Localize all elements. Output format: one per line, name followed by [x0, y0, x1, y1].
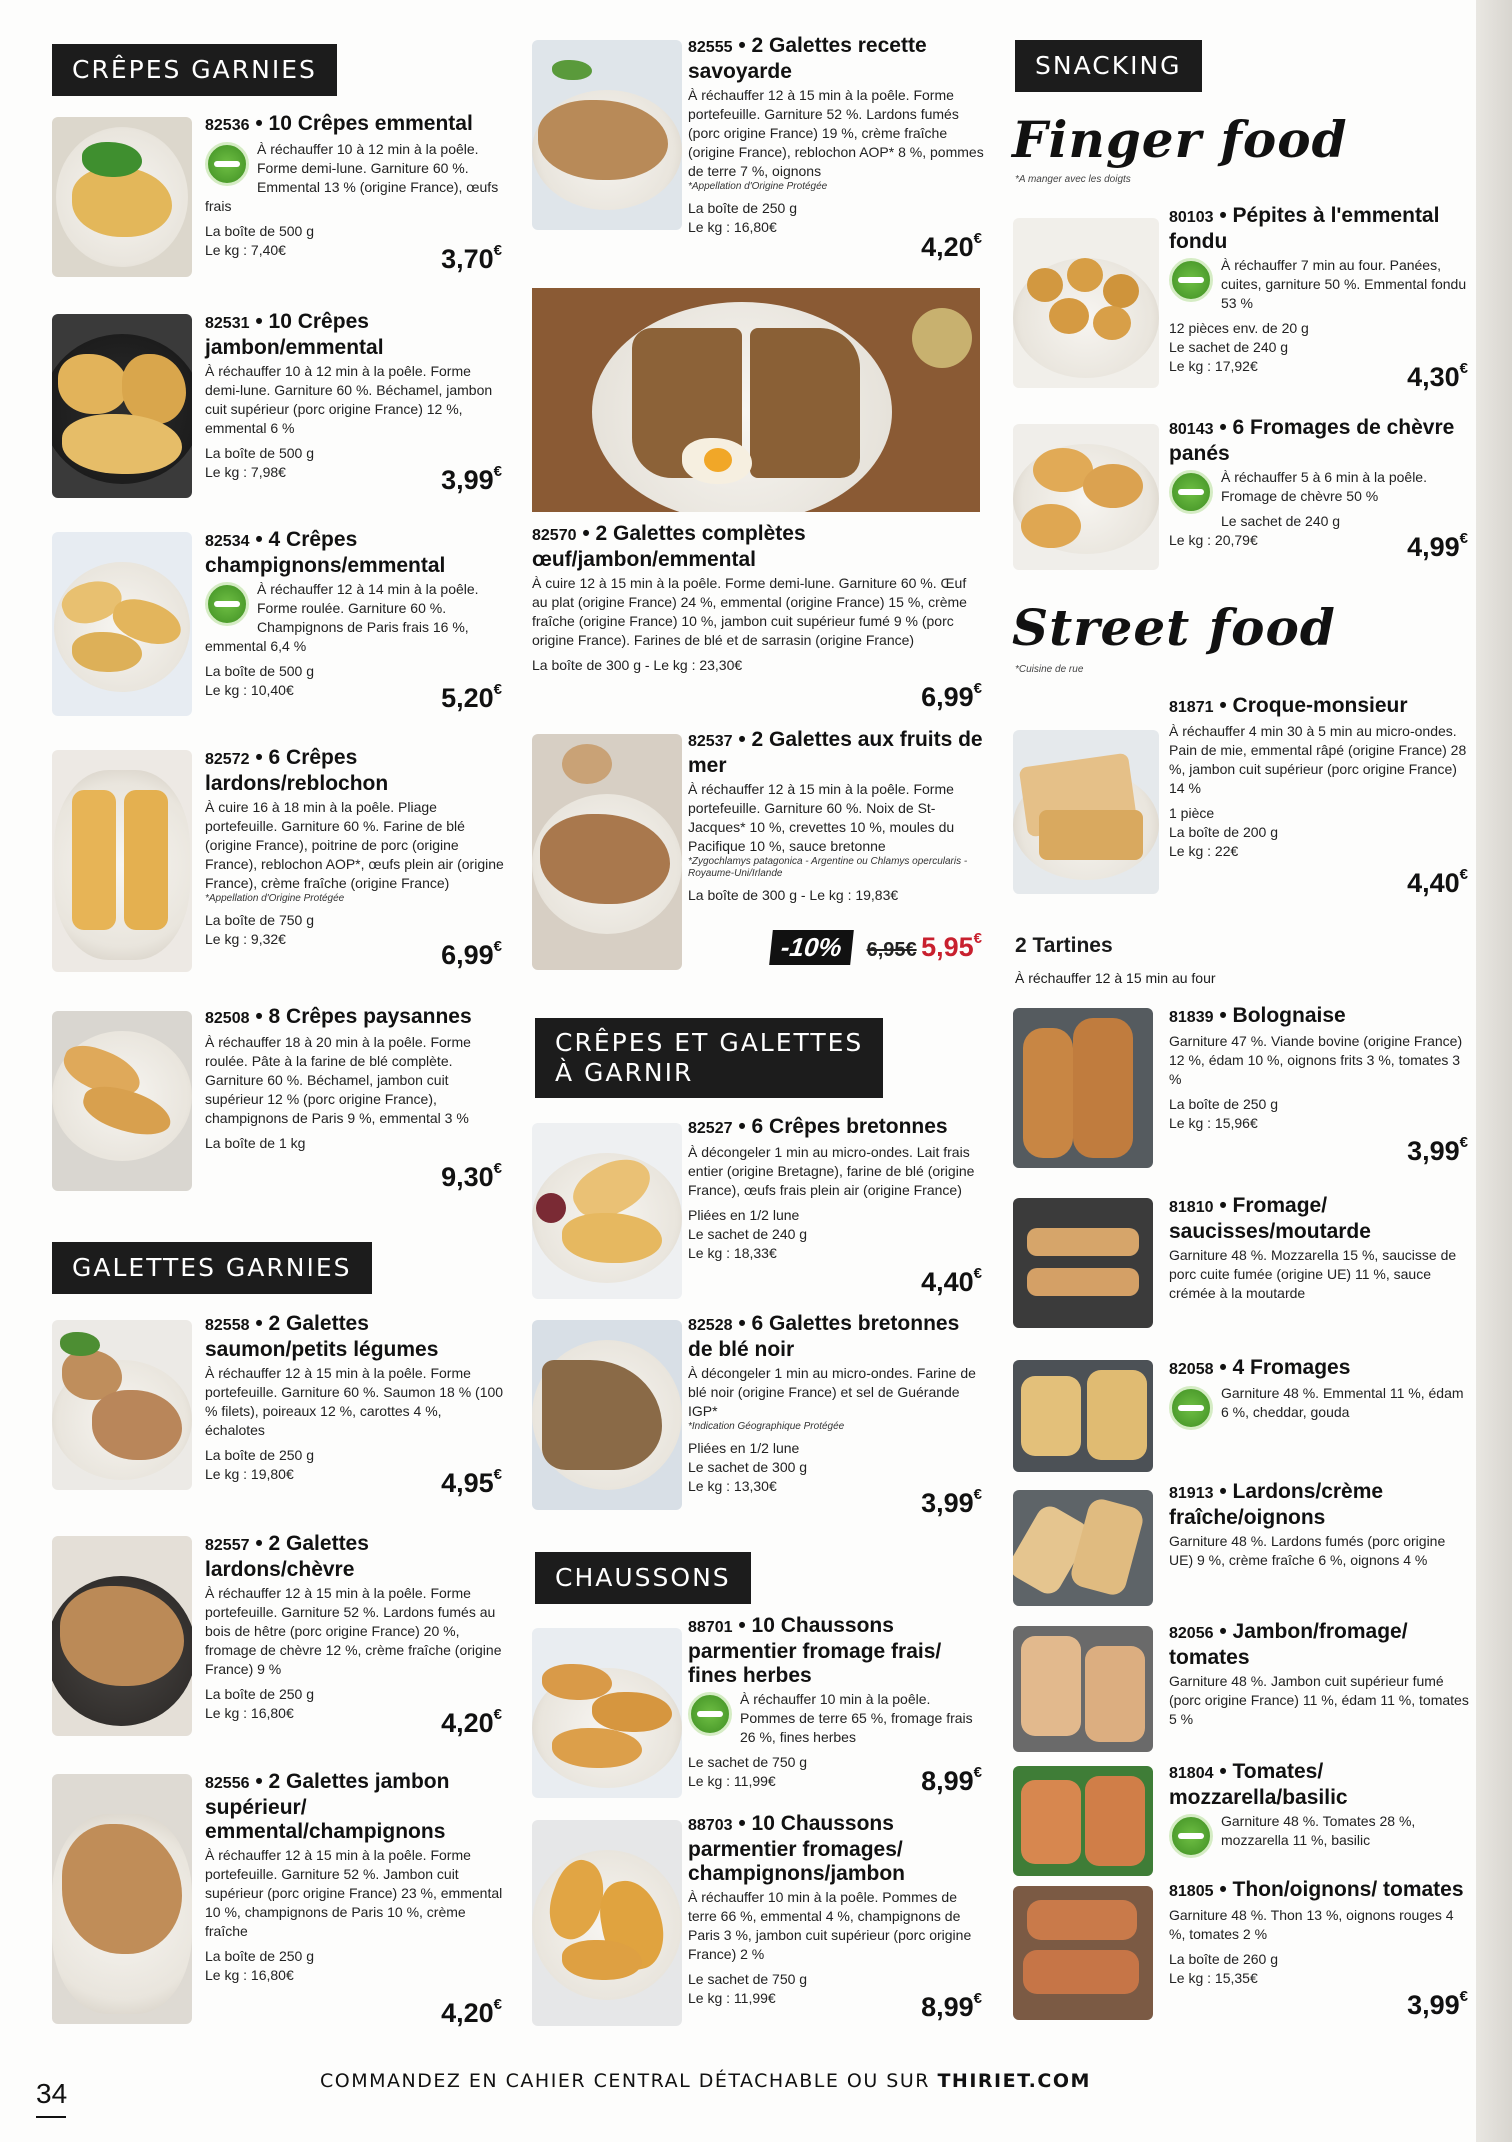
product-81810[interactable]: [1013, 1194, 1468, 1334]
product-title: 82508 • 8 Crêpes paysannes: [205, 1005, 472, 1028]
product-description: À réchauffer 10 min à la poêle. Pommes de terre 66 %, emmental 4 %, champignons de Paris 3 %, jambon cuit supérieur (porc origine France) 2 %: [688, 1889, 972, 1962]
veggie-badge-icon: [1169, 1814, 1213, 1858]
product-81804[interactable]: [1013, 1760, 1468, 1880]
product-title: 82531 • 10 Crêpes jambon/emmental: [205, 310, 384, 359]
product-description: À réchauffer 7 min au four. Panées, cuites, garniture 50 %. Emmental fondu 53 %: [1169, 256, 1469, 313]
product-footnote: *Zygochlamys patagonica - Argentine ou Chlamys opercularis - Royaume-Uni/Irlande: [688, 856, 968, 879]
product-price: 4,30€: [1407, 360, 1468, 392]
product-pack: Pliées en 1/2 lune Le sachet de 240 g Le kg : 18,33€: [688, 1207, 808, 1261]
product-image: [532, 1123, 682, 1299]
page-number: 34: [36, 2078, 68, 2109]
product-price: 4,20€: [441, 1706, 502, 1738]
product-price: 4,20€: [921, 230, 982, 262]
product-82572[interactable]: [52, 746, 502, 976]
product-description: Garniture 48 %. Mozzarella 15 %, saucisse de porc cuite fumée (origine UE) 11 %, sauce crémée à la moutarde: [1169, 1247, 1457, 1301]
product-image: [52, 1320, 192, 1490]
product-description: Garniture 48 %. Lardons fumés (porc origine UE) 9 %, crème fraîche 6 %, oignons 4 %: [1169, 1533, 1446, 1568]
product-price: 9,30€: [441, 1160, 502, 1192]
product-description: À réchauffer 10 à 12 min à la poêle. Forme demi-lune. Garniture 60 %. Emmental 13 % (origine France), œufs frais: [205, 141, 499, 214]
product-image: [52, 750, 192, 972]
veggie-badge-icon: [1169, 1386, 1213, 1430]
product-description: Garniture 48 %. Jambon cuit supérieur fumé (porc origine France) 11 %, édam 11 %, tomates 5 %: [1169, 1673, 1469, 1727]
promo-price-block: [734, 930, 982, 965]
product-81913[interactable]: [1013, 1480, 1468, 1610]
product-footnote: *Appellation d'Origine Protégée: [688, 181, 828, 192]
product-price: 4,95€: [441, 1466, 502, 1498]
finger-food-title: Finger food: [1012, 110, 1348, 169]
galettes-completes-image: [532, 288, 980, 512]
tartines-subheading: À réchauffer 12 à 15 min au four: [1015, 970, 1216, 986]
product-image: [52, 1774, 192, 2024]
product-pack: Le sachet de 750 g Le kg : 11,99€: [688, 1754, 808, 1789]
product-82527[interactable]: [532, 1115, 982, 1305]
street-food-note: *Cuisine de rue: [1015, 664, 1084, 675]
product-title: 80103 • Pépites à l'emmental fondu: [1169, 204, 1440, 253]
product-88701[interactable]: [532, 1614, 982, 1804]
product-80103[interactable]: [1013, 204, 1468, 404]
product-image: [532, 734, 682, 970]
product-image: [532, 1320, 682, 1510]
product-title: 81804 • Tomates/ mozzarella/basilic: [1169, 1760, 1348, 1809]
product-image: [1013, 1766, 1153, 1876]
product-image: [532, 1820, 682, 2026]
product-pack: La boîte de 1 kg: [205, 1135, 306, 1151]
product-title: 82555 • 2 Galettes recette savoyarde: [688, 34, 927, 83]
product-title: 81913 • Lardons/crème fraîche/oignons: [1169, 1480, 1384, 1529]
product-description: À cuire 12 à 15 min à la poêle. Forme demi-lune. Garniture 60 %. Œuf au plat (origine France) 24 %, emmental (origine France) 15 %, crème fraîche (origine France) 10 %, jambon cuit supérieur fumé 9 % (porc origine France). Farines de blé et de sarrasin (origine France): [532, 575, 967, 648]
street-food-title: Street food: [1012, 598, 1336, 657]
product-82056[interactable]: [1013, 1620, 1468, 1760]
product-pack: 1 pièce La boîte de 200 g Le kg : 22€: [1169, 805, 1278, 859]
product-price: 4,99€: [1407, 530, 1468, 562]
product-image: [1013, 1008, 1153, 1168]
product-image: [1013, 730, 1159, 894]
product-82537[interactable]: [532, 728, 982, 978]
product-82556[interactable]: [52, 1770, 502, 2030]
product-price: 4,40€: [921, 1265, 982, 1297]
product-title: 82557 • 2 Galettes lardons/chèvre: [205, 1532, 369, 1581]
product-description: À réchauffer 18 à 20 min à la poêle. Forme roulée. Pâte à la farine de blé complète. Garniture 60 %. Béchamel, jambon cuit supérieur 12 % (porc origine France), champignons de Paris 9 %, emmental 3 %: [205, 1034, 471, 1126]
product-title: 82528 • 6 Galettes bretonnes de blé noir: [688, 1312, 960, 1361]
section-banner-chaussons: CHAUSSONS: [535, 1552, 751, 1604]
section-banner-crepes-galettes-a-garnir: CRÊPES ET GALETTES À GARNIR: [535, 1018, 883, 1098]
product-footnote: *Indication Géographique Protégée: [688, 1421, 845, 1432]
product-image: [1013, 1198, 1153, 1328]
section-banner-crepes-garnies: CRÊPES GARNIES: [52, 44, 337, 96]
product-image: [1013, 1490, 1153, 1606]
product-price: 5,20€: [441, 681, 502, 713]
product-footnote: *Appellation d'Origine Protégée: [205, 893, 345, 904]
product-82570[interactable]: [532, 522, 982, 722]
veggie-badge-icon: [1169, 470, 1213, 514]
product-image: [1013, 1626, 1153, 1752]
product-pack: La boîte de 500 g Le kg : 10,40€: [205, 663, 314, 698]
veggie-badge-icon: [205, 142, 249, 186]
product-title: 81805 • Thon/oignons/ tomates: [1169, 1878, 1464, 1901]
product-pack: La boîte de 250 g Le kg : 16,80€: [205, 1686, 314, 1721]
section-banner-snacking: SNACKING: [1015, 40, 1202, 92]
product-description: À réchauffer 10 min à la poêle. Pommes de terre 65 %, fromage frais 26 %, fines herbes: [688, 1690, 984, 1747]
product-82534[interactable]: [52, 528, 502, 718]
product-price: 3,70€: [441, 242, 502, 274]
product-title: 82534 • 4 Crêpes champignons/emmental: [205, 528, 446, 577]
discount-badge: -10%: [770, 930, 854, 965]
tartines-heading: 2 Tartines: [1015, 934, 1113, 957]
product-title: 82058 • 4 Fromages: [1169, 1356, 1351, 1379]
product-pack: La boîte de 500 g Le kg : 7,98€: [205, 445, 314, 480]
product-pack: La boîte de 250 g Le kg : 19,80€: [205, 1447, 314, 1482]
footer-order-line: COMMANDEZ EN CAHIER CENTRAL DÉTACHABLE OU SUR THIRIET.COM: [320, 2070, 1091, 2092]
product-81871[interactable]: [1013, 694, 1468, 910]
product-image: [52, 1011, 192, 1191]
product-title: 82537 • 2 Galettes aux fruits de mer: [688, 728, 983, 777]
product-image: [1013, 424, 1159, 570]
product-image: [52, 1536, 192, 1736]
product-88703[interactable]: [532, 1812, 982, 2032]
product-title: 88701 • 10 Chaussons parmentier fromage frais/ fines herbes: [688, 1614, 942, 1687]
veggie-badge-icon: [1169, 258, 1213, 302]
product-description: À réchauffer 12 à 15 min à la poêle. Forme portefeuille. Garniture 60 %. Saumon 18 % (100 % filets), poireaux 12 %, carottes 4 %, échalotes: [205, 1365, 504, 1438]
product-description: À réchauffer 5 à 6 min à la poêle. Fromage de chèvre 50 %: [1169, 468, 1469, 506]
product-pack: La boîte de 300 g - Le kg : 23,30€: [532, 657, 743, 673]
product-pack: La boîte de 500 g Le kg : 7,40€: [205, 223, 314, 258]
veggie-badge-icon: [205, 582, 249, 626]
product-description: À réchauffer 4 min 30 à 5 min au micro-ondes. Pain de mie, emmental râpé (origine France) 28 %, jambon cuit supérieur (porc origine France) 14 %: [1169, 723, 1467, 796]
product-pack: Le sachet de 750 g Le kg : 11,99€: [688, 1971, 808, 2006]
product-82528[interactable]: [532, 1312, 982, 1522]
product-82058[interactable]: [1013, 1356, 1468, 1476]
page-edge: [1476, 0, 1512, 2142]
product-title: 82556 • 2 Galettes jambon supérieur/ emmental/champignons: [205, 1770, 450, 1843]
product-price: 6,99€: [441, 938, 502, 970]
product-title: 82572 • 6 Crêpes lardons/reblochon: [205, 746, 389, 795]
product-82508[interactable]: [52, 1005, 502, 1195]
product-80143[interactable]: [1013, 416, 1468, 576]
product-81839[interactable]: [1013, 1004, 1468, 1174]
product-price: 4,40€: [1407, 866, 1468, 898]
product-82557[interactable]: [52, 1532, 502, 1742]
footer-website-link[interactable]: THIRIET.COM: [937, 2070, 1091, 2092]
product-title: 81810 • Fromage/ saucisses/moutarde: [1169, 1194, 1371, 1243]
product-description: À réchauffer 12 à 15 min à la poêle. Forme portefeuille. Garniture 52 %. Lardons fumés au bois de hêtre (porc origine France) 20 %, fromage de chèvre 12 %, crème fraîche (origine France) 9 %: [205, 1585, 502, 1677]
veggie-badge-icon: [688, 1692, 732, 1736]
product-title: 82558 • 2 Galettes saumon/petits légumes: [205, 1312, 439, 1361]
product-title: 81871 • Croque-monsieur: [1169, 694, 1408, 717]
product-price: 3,99€: [441, 463, 502, 495]
product-pack: La boîte de 250 g Le kg : 16,80€: [688, 200, 797, 235]
product-description: À décongeler 1 min au micro-ondes. Farine de blé noir (origine France) et sel de Guérande IGP*: [688, 1365, 976, 1419]
product-82531[interactable]: [52, 310, 502, 500]
product-description: Garniture 47 %. Viande bovine (origine France) 12 %, édam 10 %, oignons frits 3 %, tomates 3 %: [1169, 1033, 1463, 1087]
product-title: 81839 • Bolognaise: [1169, 1004, 1346, 1027]
product-image: [52, 532, 192, 716]
product-pack: 12 pièces env. de 20 g Le sachet de 240 g Le kg : 17,92€: [1169, 320, 1309, 374]
product-image: [52, 117, 192, 277]
product-price: 3,99€: [1407, 1988, 1468, 2020]
product-pack: La boîte de 260 g Le kg : 15,35€: [1169, 1951, 1278, 1986]
product-pack: La boîte de 300 g - Le kg : 19,83€: [688, 887, 899, 903]
product-price: 5,95€: [921, 930, 982, 962]
product-price: 8,99€: [921, 1764, 982, 1796]
product-title: 82570 • 2 Galettes complètes œuf/jambon/emmental: [532, 522, 806, 571]
section-banner-galettes-garnies: GALETTES GARNIES: [52, 1242, 372, 1294]
product-price: 6,99€: [921, 680, 982, 712]
product-description: À réchauffer 10 à 12 min à la poêle. Forme demi-lune. Garniture 60 %. Béchamel, jambon cuit supérieur (porc origine France) 12 %, emmental 6 %: [205, 363, 493, 436]
product-image: [1013, 218, 1159, 388]
finger-food-note: *A manger avec les doigts: [1015, 174, 1131, 185]
product-title: 82527 • 6 Crêpes bretonnes: [688, 1115, 948, 1138]
product-image: [532, 40, 682, 230]
product-image: [532, 1628, 682, 1798]
product-description: À cuire 16 à 18 min à la poêle. Pliage portefeuille. Garniture 60 %. Farine de blé (origine France), poitrine de porc (origine France), reblochon AOP*, œufs plein air (origine France), crème fraîche (origine France): [205, 799, 504, 891]
product-81805[interactable]: [1013, 1878, 1468, 2028]
product-description: À réchauffer 12 à 15 min à la poêle. Forme portefeuille. Garniture 52 %. Jambon cuit supérieur (porc origine France) 23 %, emmental 10 %, champignons de Paris 10 %, crème fraîche: [205, 1847, 503, 1939]
product-price: 3,99€: [1407, 1134, 1468, 1166]
product-title: 80143 • 6 Fromages de chèvre panés: [1169, 416, 1455, 465]
product-pack: Pliées en 1/2 lune Le sachet de 300 g Le kg : 13,30€: [688, 1440, 808, 1494]
old-price: 6,95€: [866, 939, 917, 961]
product-description: À décongeler 1 min au micro-ondes. Lait frais entier (origine Bretagne), farine de blé (origine France), œufs frais plein air (origine France): [688, 1144, 975, 1198]
product-description: Garniture 48 %. Tomates 28 %, mozzarella 11 %, basilic: [1169, 1812, 1469, 1850]
product-82555[interactable]: [532, 34, 982, 264]
product-pack: La boîte de 250 g Le kg : 15,96€: [1169, 1096, 1278, 1131]
product-description: Garniture 48 %. Thon 13 %, oignons rouges 4 %, tomates 2 %: [1169, 1907, 1454, 1942]
product-title: 88703 • 10 Chaussons parmentier fromages/ champignons/jambon: [688, 1812, 906, 1885]
product-82536[interactable]: [52, 112, 502, 282]
product-pack: Le sachet de 240 g Le kg : 20,79€: [1169, 513, 1341, 548]
product-title: 82056 • Jambon/fromage/ tomates: [1169, 1620, 1408, 1669]
product-image: [52, 314, 192, 498]
product-pack: La boîte de 750 g Le kg : 9,32€: [205, 912, 314, 947]
product-description: Garniture 48 %. Emmental 11 %, édam 6 %, cheddar, gouda: [1169, 1384, 1469, 1422]
product-pack: La boîte de 250 g Le kg : 16,80€: [205, 1948, 314, 1983]
product-price: 3,99€: [921, 1486, 982, 1518]
product-title: 82536 • 10 Crêpes emmental: [205, 112, 473, 135]
product-image: [1013, 1886, 1153, 2020]
product-price: 8,99€: [921, 1990, 982, 2022]
product-description: À réchauffer 12 à 14 min à la poêle. Forme roulée. Garniture 60 %. Champignons de Paris frais 16 %, emmental 6,4 %: [205, 581, 479, 654]
product-image: [1013, 1360, 1153, 1472]
product-description: À réchauffer 12 à 15 min à la poêle. Forme portefeuille. Garniture 60 %. Noix de St-Jacques* 10 %, crevettes 10 %, moules du Pacifique 10 %, sauce bretonne: [688, 781, 955, 854]
product-description: À réchauffer 12 à 15 min à la poêle. Forme portefeuille. Garniture 52 %. Lardons fumés (porc origine France) 19 %, crème fraîche (origine France), reblochon AOP* 8 %, pommes de terre 7 %, oignons: [688, 87, 984, 179]
product-82558[interactable]: [52, 1312, 502, 1512]
product-price: 4,20€: [441, 1996, 502, 2028]
